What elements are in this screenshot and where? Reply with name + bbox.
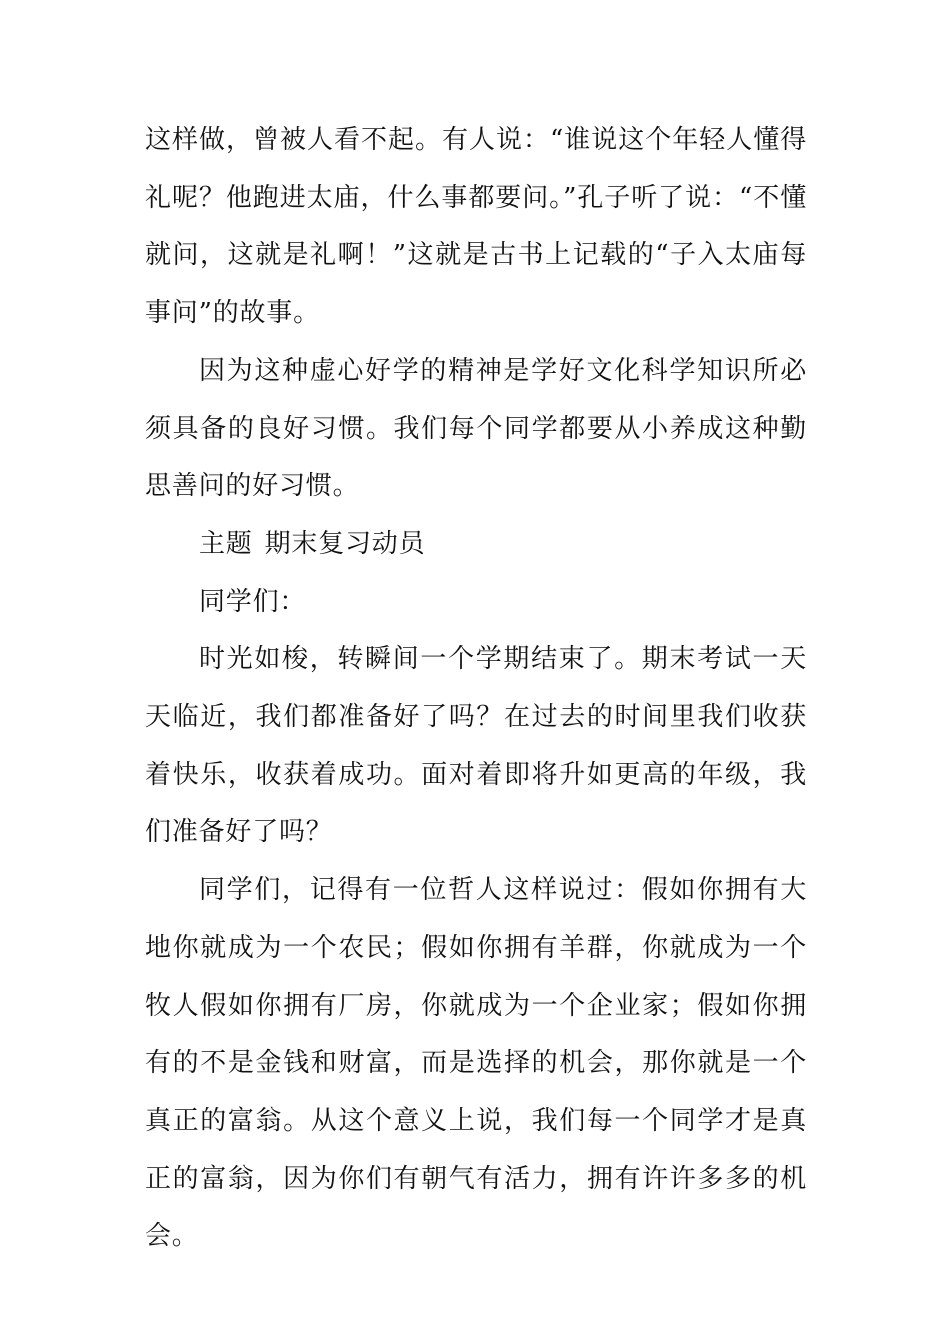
topic-line [145, 516, 807, 574]
salutation: 同学们： [199, 586, 307, 617]
paragraph-time-flies: 时光如梭，转瞬间一个学期结束了。期末考试一天天临近，我们都准备好了吗？在过去的时间里我们收获着快乐，收获着成功。面对着即将升如更高的年级，我们准备好了吗？ [145, 644, 807, 848]
topic-title: 期末复习动员 [264, 528, 426, 559]
paragraph-good-habits: 因为这种虚心好学的精神是学好文化科学知识所必须具备的良好习惯。我们每个同学都要从小养成这种勤思善问的好习惯。 [145, 355, 807, 502]
paragraph-confucius-story: 这样做，曾被人看不起。有人说：“谁说这个年轻人懂得礼呢？他跑进太庙，什么事都要问。”孔子听了说：“不懂就问，这就是礼啊！”这就是古书上记载的“子入太庙每事问”的故事。 [145, 125, 807, 329]
paragraph-philosopher-quote: 同学们，记得有一位哲人这样说过：假如你拥有大地你就成为一个农民；假如你拥有羊群，你就成为一个牧人假如你拥有厂房，你就成为一个企业家；假如你拥有的不是金钱和财富，而是选择的机会，那你就是一个真正的富翁。从这个意义上说，我们每一个同学才是真正的富翁，因为你们有朝气有活力，拥有许许多多的机会。 [145, 875, 807, 1252]
topic-label: 主题 [199, 528, 253, 559]
document-body [145, 112, 807, 1266]
